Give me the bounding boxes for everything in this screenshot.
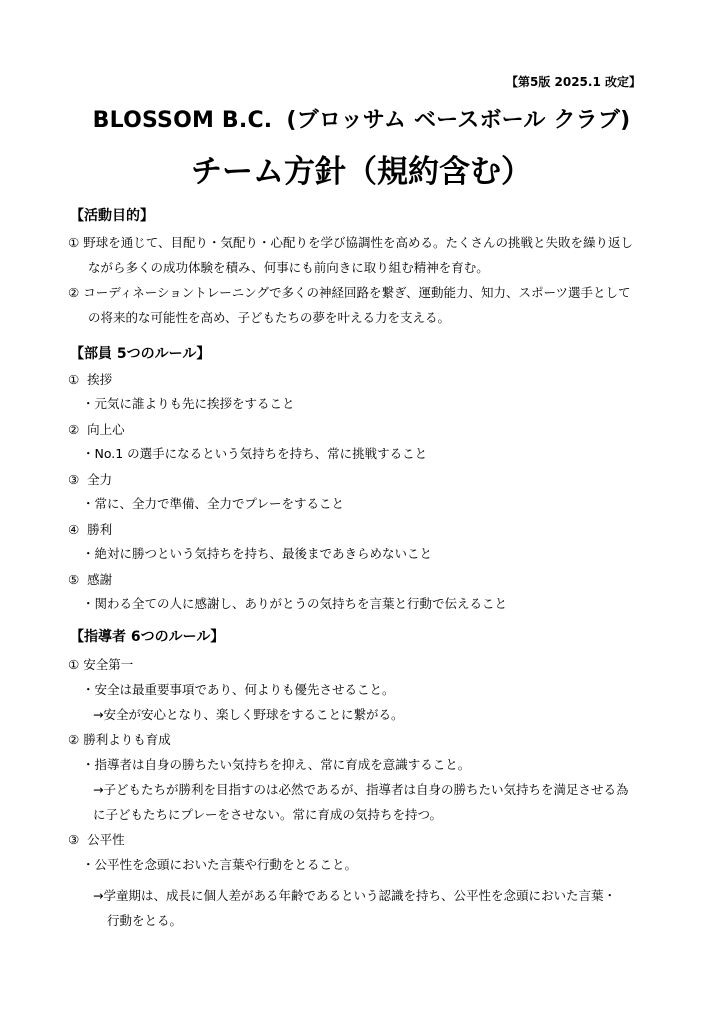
member-rule-3-marker: ③ bbox=[68, 472, 80, 487]
organization-name-latin: BLOSSOM B.C. bbox=[92, 108, 273, 133]
coach-rules-heading: 【指導者 6つのルール】 bbox=[70, 629, 225, 645]
member-rules-heading: 【部員 5つのルール】 bbox=[70, 346, 211, 362]
member-rule-5-title-text: 感謝 bbox=[87, 572, 113, 587]
coach-rule-2-title-text: 勝利よりも育成 bbox=[83, 732, 171, 747]
member-rule-2-title bbox=[68, 420, 125, 438]
purpose-item-1-text-1: 野球を通じて、目配り・気配り・心配りを学び協調性を高める。たくさんの挑戦と失敗を繰り返し bbox=[83, 235, 633, 250]
coach-rule-3-marker: ③ bbox=[68, 832, 80, 847]
member-rule-2-marker: ② bbox=[68, 422, 80, 437]
member-rule-3-title-text: 全力 bbox=[87, 472, 113, 487]
coach-rule-3-note-2: 行動をとる。 bbox=[107, 913, 183, 928]
coach-rule-1-detail: ・安全は最重要事項であり、何よりも優先させること。 bbox=[82, 682, 395, 697]
coach-rule-3-title-text: 公平性 bbox=[87, 832, 125, 847]
purpose-item-1-marker: ① bbox=[68, 235, 80, 250]
purpose-item-1-line-1 bbox=[68, 233, 633, 251]
purpose-item-1-line-2: ながら多くの成功体験を積み、何事にも前向きに取り組む精神を育む。 bbox=[88, 260, 489, 275]
purpose-item-2-marker: ② bbox=[68, 285, 80, 300]
member-rule-5-detail: ・関わる全ての人に感謝し、ありがとうの気持ちを言葉と行動で伝えること bbox=[82, 596, 508, 611]
coach-rule-3-detail: ・公平性を念頭においた言葉や行動をとること。 bbox=[82, 857, 358, 872]
purpose-item-2-text-1: コーディネーショントレーニングで多くの神経回路を繋ぎ、運動能力、知力、スポーツ選手として bbox=[83, 285, 631, 300]
edition-label: 【第5版 2025.1 改定】 bbox=[505, 75, 641, 89]
member-rule-4-title bbox=[68, 520, 112, 538]
coach-rule-2-detail: ・指導者は自身の勝ちたい気持ちを抑え、常に育成を意識すること。 bbox=[82, 757, 471, 772]
member-rule-3-title bbox=[68, 470, 112, 488]
member-rule-1-detail: ・元気に誰よりも先に挨拶をすること bbox=[82, 396, 295, 411]
coach-rule-1-title bbox=[68, 655, 133, 673]
member-rule-2-detail: ・No.1 の選手になるという気持ちを持ち、常に挑戦すること bbox=[82, 446, 428, 461]
coach-rule-1-title-text: 安全第一 bbox=[83, 657, 134, 672]
member-rule-5-title bbox=[68, 570, 112, 588]
purpose-item-2-line-1 bbox=[68, 283, 630, 301]
purpose-item-2-line-2: の将来的な可能性を高め、子どもたちの夢を叶える力を支える。 bbox=[88, 310, 451, 325]
member-rule-4-detail: ・絶対に勝つという気持ちを持ち、最後まであきらめないこと bbox=[82, 546, 433, 561]
page-title: チーム方針（規約含む） bbox=[191, 154, 532, 190]
organization-name-kana: (ブロッサム ベースボール クラブ) bbox=[286, 108, 631, 133]
coach-rule-2-note-2: に子どもたちにプレーをさせない。常に育成の気持ちを持つ。 bbox=[93, 807, 443, 822]
member-rule-2-title-text: 向上心 bbox=[87, 422, 125, 437]
member-rule-4-marker: ④ bbox=[68, 522, 80, 537]
member-rule-1-title-text: 挨拶 bbox=[87, 372, 113, 387]
coach-rule-1-note-1: →安全が安心となり、楽しく野球をすることに繋がる。 bbox=[93, 707, 404, 722]
member-rule-4-title-text: 勝利 bbox=[87, 522, 113, 537]
member-rule-5-marker: ⑤ bbox=[68, 572, 80, 587]
coach-rule-3-note-1: →学童期は、成長に個人差がある年齢であるという認識を持ち、公平性を念頭においた言葉・ bbox=[93, 888, 616, 903]
member-rule-1-title bbox=[68, 370, 112, 388]
organization-name bbox=[0, 103, 723, 134]
coach-rule-3-title bbox=[68, 830, 125, 848]
purpose-heading: 【活動目的】 bbox=[70, 208, 154, 224]
coach-rule-2-title bbox=[68, 730, 171, 748]
member-rule-3-detail: ・常に、全力で準備、全力でプレーをすること bbox=[82, 496, 345, 511]
coach-rule-1-marker: ① bbox=[68, 657, 80, 672]
coach-rule-2-marker: ② bbox=[68, 732, 80, 747]
coach-rule-2-note-1: →子どもたちが勝利を目指すのは必然であるが、指導者は自身の勝ちたい気持ちを満足させる為 bbox=[93, 782, 629, 797]
member-rule-1-marker: ① bbox=[68, 372, 80, 387]
